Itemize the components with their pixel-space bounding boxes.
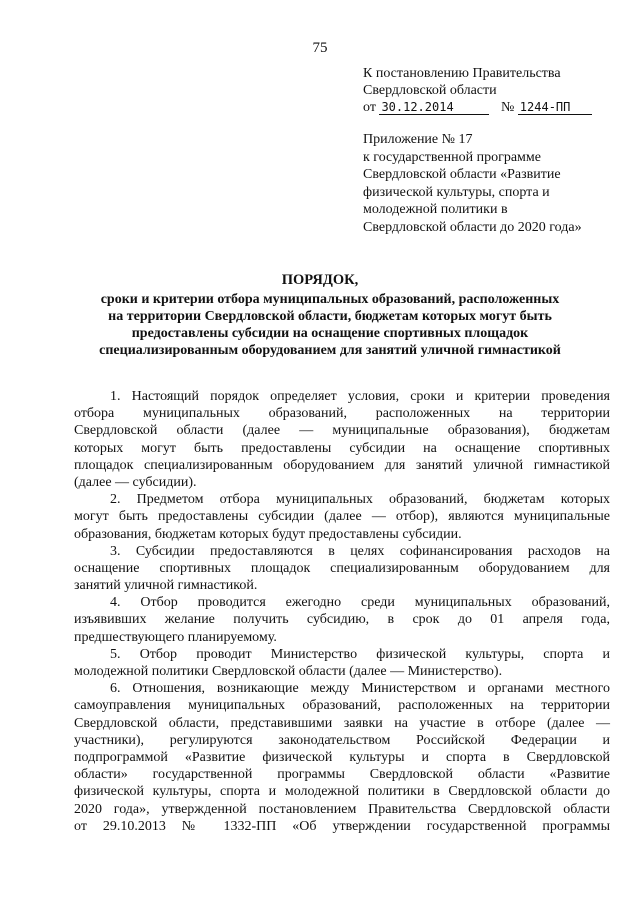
body-line: изъявивших желание получить субсидию, в срок до 01 апреля года, bbox=[74, 612, 610, 628]
document-subtitle bbox=[60, 291, 600, 359]
document-body bbox=[74, 388, 610, 835]
body-line: образования, бюджетам которых будут предоставлены субсидии. bbox=[74, 526, 462, 542]
body-line: площадок специализированным оборудованием для занятий уличной гимнастикой bbox=[74, 457, 610, 473]
resolution-date: 30.12.2014 bbox=[379, 101, 489, 115]
appendix-line: физической культуры, спорта и bbox=[363, 184, 550, 200]
body-line: от 29.10.2013 № 1332-ПП «Об утверждении государственной программы bbox=[74, 818, 610, 834]
body-line: самоуправления муниципальных образований, расположенных на территории bbox=[74, 698, 610, 714]
resolution-date-line bbox=[363, 99, 623, 116]
resolution-line-2: Свердловской области bbox=[363, 83, 497, 98]
resolution-line-1: К постановлению Правительства bbox=[363, 66, 561, 81]
appendix-line: к государственной программе bbox=[363, 149, 541, 165]
appendix-line: Свердловской области до 2020 года» bbox=[363, 219, 582, 235]
body-line: 1. Настоящий порядок определяет условия, сроки и критерии проведения bbox=[110, 389, 610, 404]
body-line: предшествующего планируемому. bbox=[74, 629, 277, 645]
body-line: физической культуры, спорта и молодежной политики в Свердловской области до bbox=[74, 784, 610, 800]
page-number: 75 bbox=[312, 40, 328, 56]
subtitle-line: специализированным оборудованием для занятий уличной гимнастикой bbox=[99, 343, 561, 358]
subtitle-line: сроки и критерии отбора муниципальных образований, расположенных bbox=[100, 292, 560, 307]
body-line: 5. Отбор проводит Министерство физической культуры, спорта и bbox=[110, 646, 610, 662]
date-prefix: от bbox=[363, 100, 376, 115]
body-line: молодежной политики Свердловской области (далее — Министерство). bbox=[74, 664, 503, 679]
resolution-reference bbox=[363, 65, 623, 116]
document-title: ПОРЯДОК, bbox=[281, 272, 359, 288]
body-line: 3. Субсидии предоставляются в целях софинансирования расходов на bbox=[110, 543, 610, 559]
body-line: могут быть предоставлены субсидии (далее — отбор), являются муниципальные bbox=[74, 509, 610, 525]
body-line: 6. Отношения, возникающие между Министерством и органами местного bbox=[110, 681, 610, 697]
appendix-reference bbox=[363, 131, 625, 236]
body-line: Свердловской области (далее — муниципальные образования), бюджетам bbox=[74, 423, 610, 439]
body-line: области» государственной программы Свердловской области «Развитие bbox=[74, 767, 610, 783]
body-line: 2020 года», утвержденной постановлением Правительства Свердловской области bbox=[74, 801, 610, 817]
subtitle-line: предоставлены субсидии на оснащение спортивных площадок bbox=[131, 326, 529, 341]
body-line: занятий уличной гимнастикой. bbox=[74, 578, 258, 594]
body-line: оснащение спортивных площадок специализированным оборудованием для bbox=[74, 560, 610, 576]
appendix-line: Приложение № 17 bbox=[363, 132, 473, 147]
body-line: которых могут быть предоставлены субсидии на оснащение спортивных bbox=[74, 440, 610, 456]
appendix-line: молодежной политики в bbox=[363, 202, 508, 217]
body-line: отбора муниципальных образований, расположенных на территории bbox=[74, 406, 610, 422]
body-line: (далее — субсидии). bbox=[74, 474, 197, 490]
body-line: 2. Предметом отбора муниципальных образований, бюджетам которых bbox=[110, 492, 610, 508]
body-line: участники), регулируются законодательством Российской Федерации и bbox=[74, 732, 610, 748]
appendix-line: Свердловской области «Развитие bbox=[363, 167, 561, 182]
body-line: Свердловской области, представившими заявки на участие в отборе (далее — bbox=[74, 715, 610, 731]
resolution-number: 1244-ПП bbox=[518, 101, 592, 115]
number-prefix: № bbox=[500, 100, 515, 115]
body-line: подпрограммой «Развитие физической культуры и спорта в Свердловской bbox=[74, 749, 610, 765]
body-line: 4. Отбор проводится ежегодно среди муниципальных образований, bbox=[110, 595, 610, 611]
subtitle-line: на территории Свердловской области, бюджетам которых могут быть bbox=[108, 309, 552, 324]
